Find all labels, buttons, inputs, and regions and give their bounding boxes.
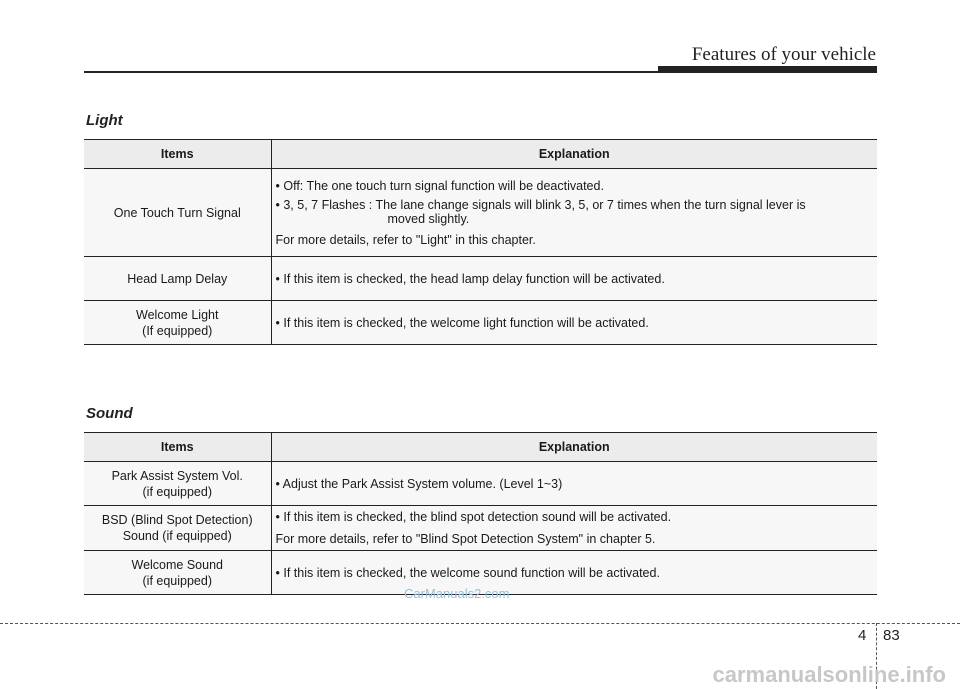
sound-table: [84, 432, 877, 595]
table-row: [84, 257, 877, 301]
item-cell: [84, 506, 271, 551]
explanation-line: • 3, 5, 7 Flashes : The lane change signals will blink 3, 5, or 7 times when the turn signal lever is: [275, 197, 806, 212]
page-header-title: Features of your vehicle: [691, 44, 876, 65]
item-note: (If equipped): [142, 323, 213, 338]
explanation-line: • If this item is checked, the head lamp delay function will be activated.: [275, 271, 665, 286]
explanation-line: • If this item is checked, the blind spot detection sound will be activated.: [275, 510, 672, 524]
explanation-line: • Adjust the Park Assist System volume. (Level 1~3): [275, 476, 563, 491]
table-row: [84, 301, 877, 345]
section-title-light: Light: [86, 112, 123, 129]
explanation-cell: [271, 169, 877, 257]
item-note: Sound (if equipped): [122, 529, 232, 543]
column-header-explanation: Explanation: [271, 433, 877, 462]
table-header-row: [84, 433, 877, 462]
table-row: [84, 462, 877, 506]
explanation-line: • If this item is checked, the welcome light function will be activated.: [275, 315, 649, 330]
header-rule-thin: [84, 71, 658, 73]
explanation-line: • Off: The one touch turn signal function will be deactivated.: [275, 178, 604, 193]
item-cell: [84, 462, 271, 506]
column-header-items: Items: [84, 433, 271, 462]
item-cell: [84, 257, 271, 301]
watermark-text: CarManuals2.com: [404, 586, 510, 601]
section-title-sound: Sound: [86, 405, 133, 422]
explanation-cell: [271, 301, 877, 345]
light-table: [84, 139, 877, 345]
column-header-explanation: Explanation: [271, 140, 877, 169]
explanation-cell: [271, 462, 877, 506]
chapter-number: 4: [858, 627, 867, 644]
table-header-row: [84, 140, 877, 169]
explanation-cell: [271, 506, 877, 551]
footer-dashed-rule: [0, 623, 960, 624]
explanation-line: For more details, refer to "Blind Spot Detection System" in chapter 5.: [275, 532, 656, 546]
explanation-line: • If this item is checked, the welcome sound function will be activated.: [275, 565, 660, 580]
page-number: 83: [883, 627, 900, 644]
header-rule-thick: [658, 66, 877, 73]
explanation-line: For more details, refer to "Light" in this chapter.: [275, 232, 536, 247]
item-name: Park Assist System Vol.: [111, 468, 243, 483]
item-cell: [84, 169, 271, 257]
table-row: [84, 506, 877, 551]
item-name: One Touch Turn Signal: [113, 205, 241, 220]
item-name: BSD (Blind Spot Detection): [101, 513, 253, 527]
item-name: Welcome Sound: [131, 557, 223, 572]
column-header-items: Items: [84, 140, 271, 169]
item-name: Welcome Light: [136, 307, 219, 322]
explanation-cell: [271, 257, 877, 301]
site-watermark: carmanualsonline.info: [712, 662, 946, 687]
item-cell: [84, 301, 271, 345]
item-note: (if equipped): [142, 573, 212, 588]
explanation-line-continued: moved slightly.: [387, 211, 470, 226]
item-note: (if equipped): [142, 484, 212, 499]
explanation-cell: [271, 551, 877, 595]
item-name: Head Lamp Delay: [127, 271, 228, 286]
item-cell: [84, 551, 271, 595]
table-row: [84, 169, 877, 257]
